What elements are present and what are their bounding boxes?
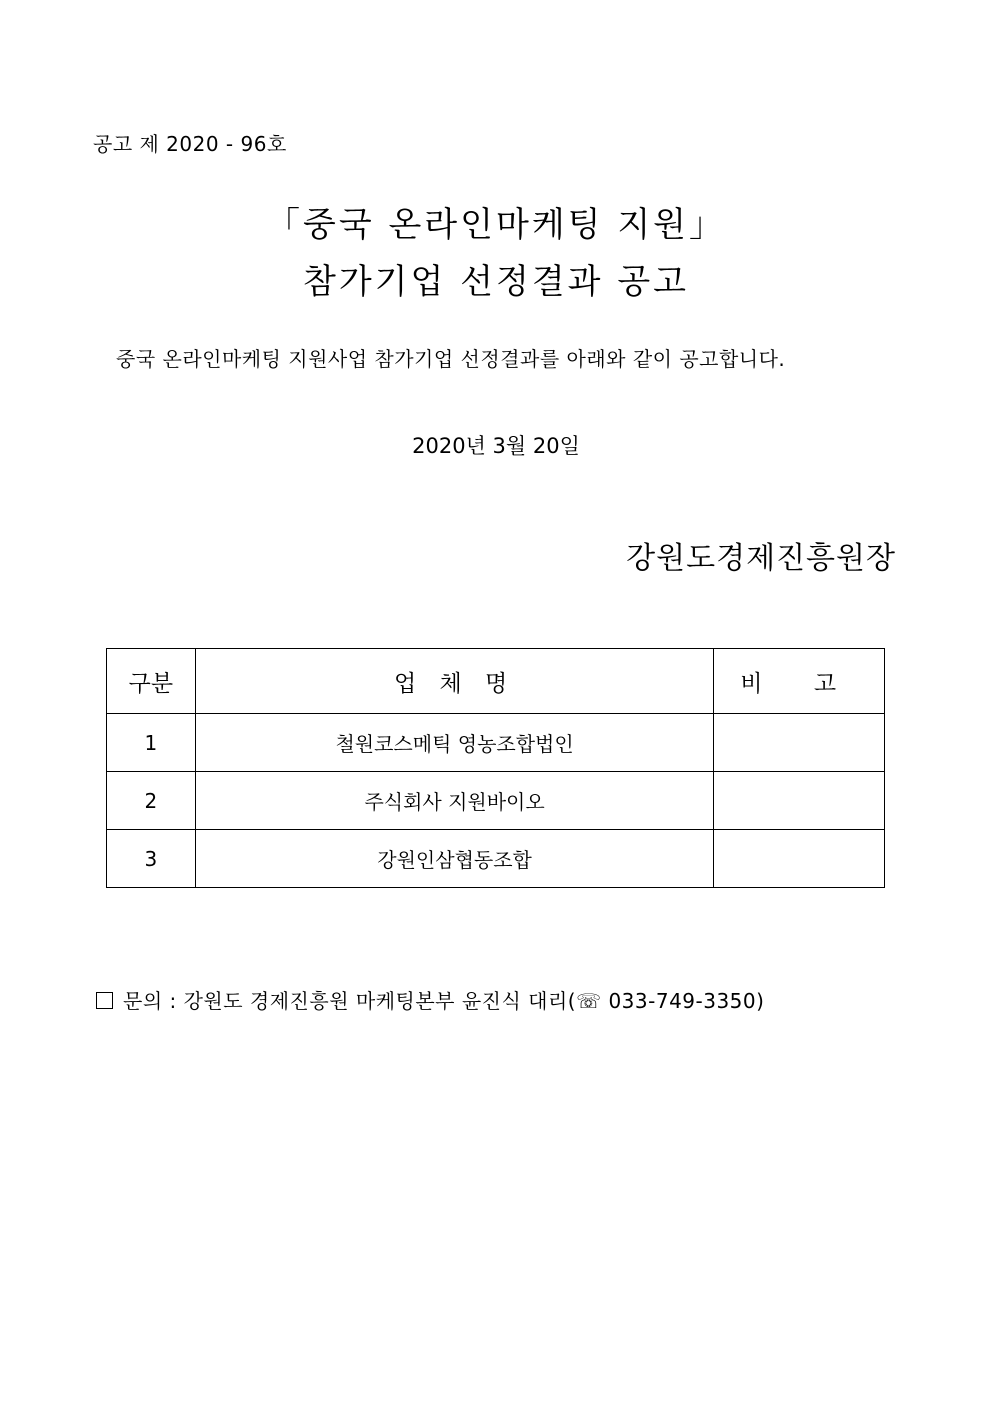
notice-date: 2020년 3월 20일 (412, 434, 580, 458)
table-row (107, 830, 885, 888)
row-number: 2 (107, 772, 196, 830)
notice-number: 공고 제 2020 - 96호 (93, 132, 287, 156)
document-title-line-2: 참가기업 선정결과 공고 (302, 262, 690, 302)
header-company-name: 업 체 명 (195, 649, 714, 714)
header-note: 비 고 (714, 649, 885, 714)
document-title-line-1: 「중국 온라인마케팅 지원」 (265, 205, 727, 245)
table-header-row (107, 649, 885, 714)
intro-text: 중국 온라인마케팅 지원사업 참가기업 선정결과를 아래와 같이 공고합니다. (116, 347, 786, 371)
contact-info (96, 985, 764, 1014)
header-category: 구분 (107, 649, 196, 714)
row-company-name: 철원코스메틱 영농조합법인 (195, 714, 714, 772)
row-note (714, 714, 885, 772)
row-note (714, 830, 885, 888)
checkbox-square-icon (96, 992, 113, 1009)
table-row (107, 772, 885, 830)
row-company-name: 강원인삼협동조합 (195, 830, 714, 888)
row-number: 1 (107, 714, 196, 772)
issuer-name: 강원도경제진흥원장 (626, 541, 896, 576)
contact-text: 문의 : 강원도 경제진흥원 마케팅본부 윤진식 대리(☏ 033-749-3350) (123, 989, 765, 1013)
row-number: 3 (107, 830, 196, 888)
row-note (714, 772, 885, 830)
row-company-name: 주식회사 지원바이오 (195, 772, 714, 830)
table-row (107, 714, 885, 772)
selected-companies-table (106, 648, 885, 888)
